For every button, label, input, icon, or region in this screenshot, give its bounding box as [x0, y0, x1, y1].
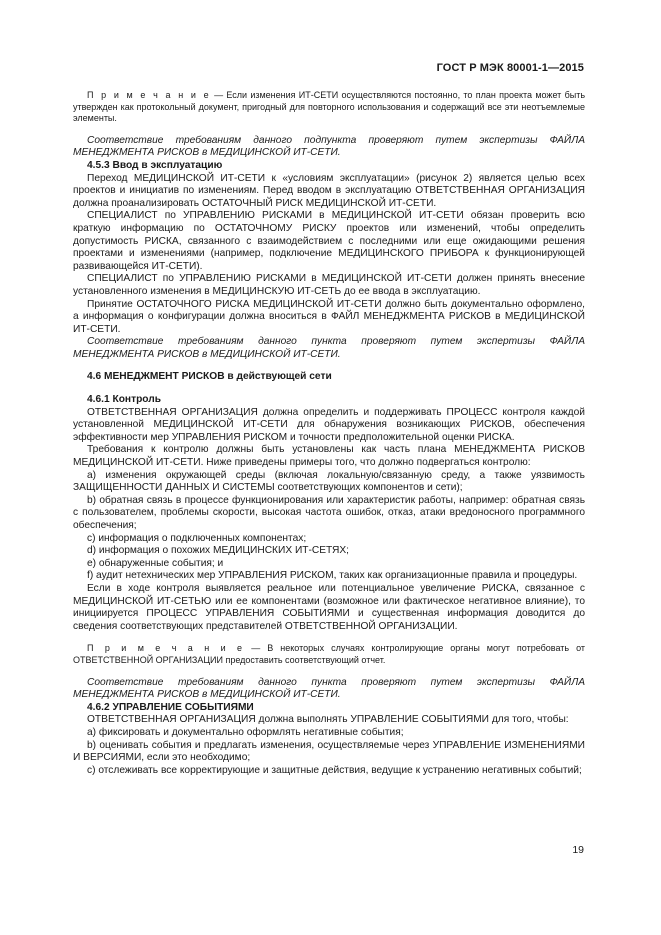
- paragraph: Переход МЕДИЦИНСКОЙ ИТ-СЕТИ к «условиям эксплуатации» (рисунок 2) является целью всех проектов и инициатив по изменениям. Перед вводом в эксплуатацию ОТВЕТСТВЕННАЯ ОРГАНИЗАЦИЯ должна проанализировать ОСТАТОЧНЫЙ РИСК МЕДИЦИНСКОЙ ИТ-СЕТИ.: [73, 172, 585, 209]
- section-heading-4-5-3: 4.5.3 Ввод в эксплуатацию: [87, 159, 223, 171]
- note-label: П р и м е ч а н и е: [87, 643, 245, 654]
- list-item: d) информация о похожих МЕДИЦИНСКИХ ИТ-СЕТЯХ;: [87, 545, 350, 557]
- conformity-statement: Соответствие требованиям данного пункта проверяют путем экспертизы ФАЙЛА МЕНЕДЖМЕНТА РИСКОВ в МЕДИЦИНСКОЙ ИТ-СЕТИ.: [73, 336, 585, 360]
- list-item: c) информация о подключенных компонентах;: [87, 532, 307, 544]
- paragraph: Если в ходе контроля выявляется реальное или потенциальное увеличение РИСКА, связанное с МЕДИЦИНСКОЙ ИТ-СЕТЬЮ или ее компонентами (возможное или фактическое негативное влияние), то инициируется ПРОЦЕСС УПРАВЛЕНИЯ СОБЫТИЯМИ и существенная информация доводится до сведения соответствующих представителей ОТВЕТСТВЕННОЙ ОРГАНИЗАЦИИ.: [73, 582, 585, 632]
- note-paragraph: [73, 643, 585, 666]
- note-paragraph: [73, 90, 585, 125]
- document-body: [73, 90, 585, 777]
- section-heading-4-6-2: 4.6.2 УПРАВЛЕНИЕ СОБЫТИЯМИ: [87, 701, 254, 713]
- section-heading-4-6: 4.6 МЕНЕДЖМЕНТ РИСКОВ в действующей сети: [87, 371, 332, 383]
- list-item: b) оценивать события и предлагать изменения, осуществляемые через УПРАВЛЕНИЕ ИЗМЕНЕНИЯМИ И ВЕРСИЯМИ, если это необходимо;: [73, 739, 585, 764]
- paragraph: ОТВЕТСТВЕННАЯ ОРГАНИЗАЦИЯ должна определить и поддерживать ПРОЦЕСС контроля каждой установленной МЕДИЦИНСКОЙ ИТ-СЕТИ для обнаружения возникающих РИСКОВ, обеспечения эффективности мер УПРАВЛЕНИЯ РИСКОМ и точности предположительной оценки РИСКА.: [73, 406, 585, 443]
- section-heading-4-6-1: 4.6.1 Контроль: [87, 394, 161, 406]
- conformity-statement: Соответствие требованиям данного подпункта проверяют путем экспертизы ФАЙЛА МЕНЕДЖМЕНТА РИСКОВ в МЕДИЦИНСКОЙ ИТ-СЕТИ.: [73, 134, 585, 159]
- note-text: — Если изменения ИТ-СЕТИ осуществляются постоянно, то план проекта может быть утвержден как протокольный документ, пригодный для повторного использования и содержащий все эти неотъемлемые элементы.: [73, 90, 586, 124]
- list-item: c) отслеживать все корректирующие и защитные действия, ведущие к устранению негативных событий;: [87, 764, 582, 776]
- note-text: — В некоторых случаях контролирующие органы могут потребовать от ОТВЕТСТВЕННОЙ ОРГАНИЗАЦИИ предоставить соответствующий отчет.: [73, 643, 585, 665]
- paragraph: СПЕЦИАЛИСТ по УПРАВЛЕНИЮ РИСКАМИ в МЕДИЦИНСКОЙ ИТ-СЕТИ должен принять внесение установленного изменения в МЕДИЦИНСКУЮ ИТ-СЕТЬ до ее ввода в эксплуатацию.: [73, 273, 585, 297]
- conformity-statement: Соответствие требованиям данного пункта проверяют путем экспертизы ФАЙЛА МЕНЕДЖМЕНТА РИСКОВ в МЕДИЦИНСКОЙ ИТ-СЕТИ.: [73, 676, 585, 701]
- page-number: 19: [572, 844, 584, 856]
- paragraph: ОТВЕТСТВЕННАЯ ОРГАНИЗАЦИЯ должна выполнять УПРАВЛЕНИЕ СОБЫТИЯМИ для того, чтобы:: [87, 714, 569, 726]
- paragraph: Требования к контролю должны быть установлены как часть плана МЕНЕДЖМЕНТА РИСКОВ МЕДИЦИНСКОЙ ИТ-СЕТИ. Ниже приведены примеры того, что должно подвергаться контролю:: [73, 444, 585, 469]
- paragraph: СПЕЦИАЛИСТ по УПРАВЛЕНИЮ РИСКАМИ в МЕДИЦИНСКОЙ ИТ-СЕТИ обязан проверить всю краткую информацию по ОСТАТОЧНОМУ РИСКУ проектов или изменений, чтобы определить допустимость РИСКА, связанного с взаимодействием с последними или еще ожидающими решения проектами и изменениями (например, подключение МЕДИЦИНСКОГО ПРИБОРА к функционирующей развивающейся ИТ-СЕТИ).: [73, 210, 585, 272]
- paragraph: Принятие ОСТАТОЧНОГО РИСКА МЕДИЦИНСКОЙ ИТ-СЕТИ должно быть документально оформлено, а информация о конфигурации должна вноситься в ФАЙЛ МЕНЕДЖМЕНТА РИСКОВ в МЕДИЦИНСКОЙ ИТ-СЕТИ.: [73, 298, 585, 335]
- list-item: e) обнаруженные события; и: [87, 557, 224, 569]
- list-item: f) аудит нетехнических мер УПРАВЛЕНИЯ РИСКОМ, таких как организационные правила и процедуры.: [87, 570, 578, 582]
- list-item: b) обратная связь в процессе функционирования или характеристик работы, например: обратная связь с пользователем, проблемы скорости, высокая частота ошибок, отказ, атаки вредоносного программного обеспечения;: [73, 494, 585, 531]
- document-header: ГОСТ Р МЭК 80001-1—2015: [436, 62, 584, 74]
- list-item: a) фиксировать и документально оформлять негативные события;: [87, 726, 404, 738]
- note-label: П р и м е ч а н и е: [87, 90, 211, 100]
- list-item: a) изменения окружающей среды (включая локальную/связанную среду, а также уязвимость ЗАЩИЩЕННОСТИ ДАННЫХ И СИСТЕМЫ соответствующих компонентов и сети);: [73, 469, 585, 494]
